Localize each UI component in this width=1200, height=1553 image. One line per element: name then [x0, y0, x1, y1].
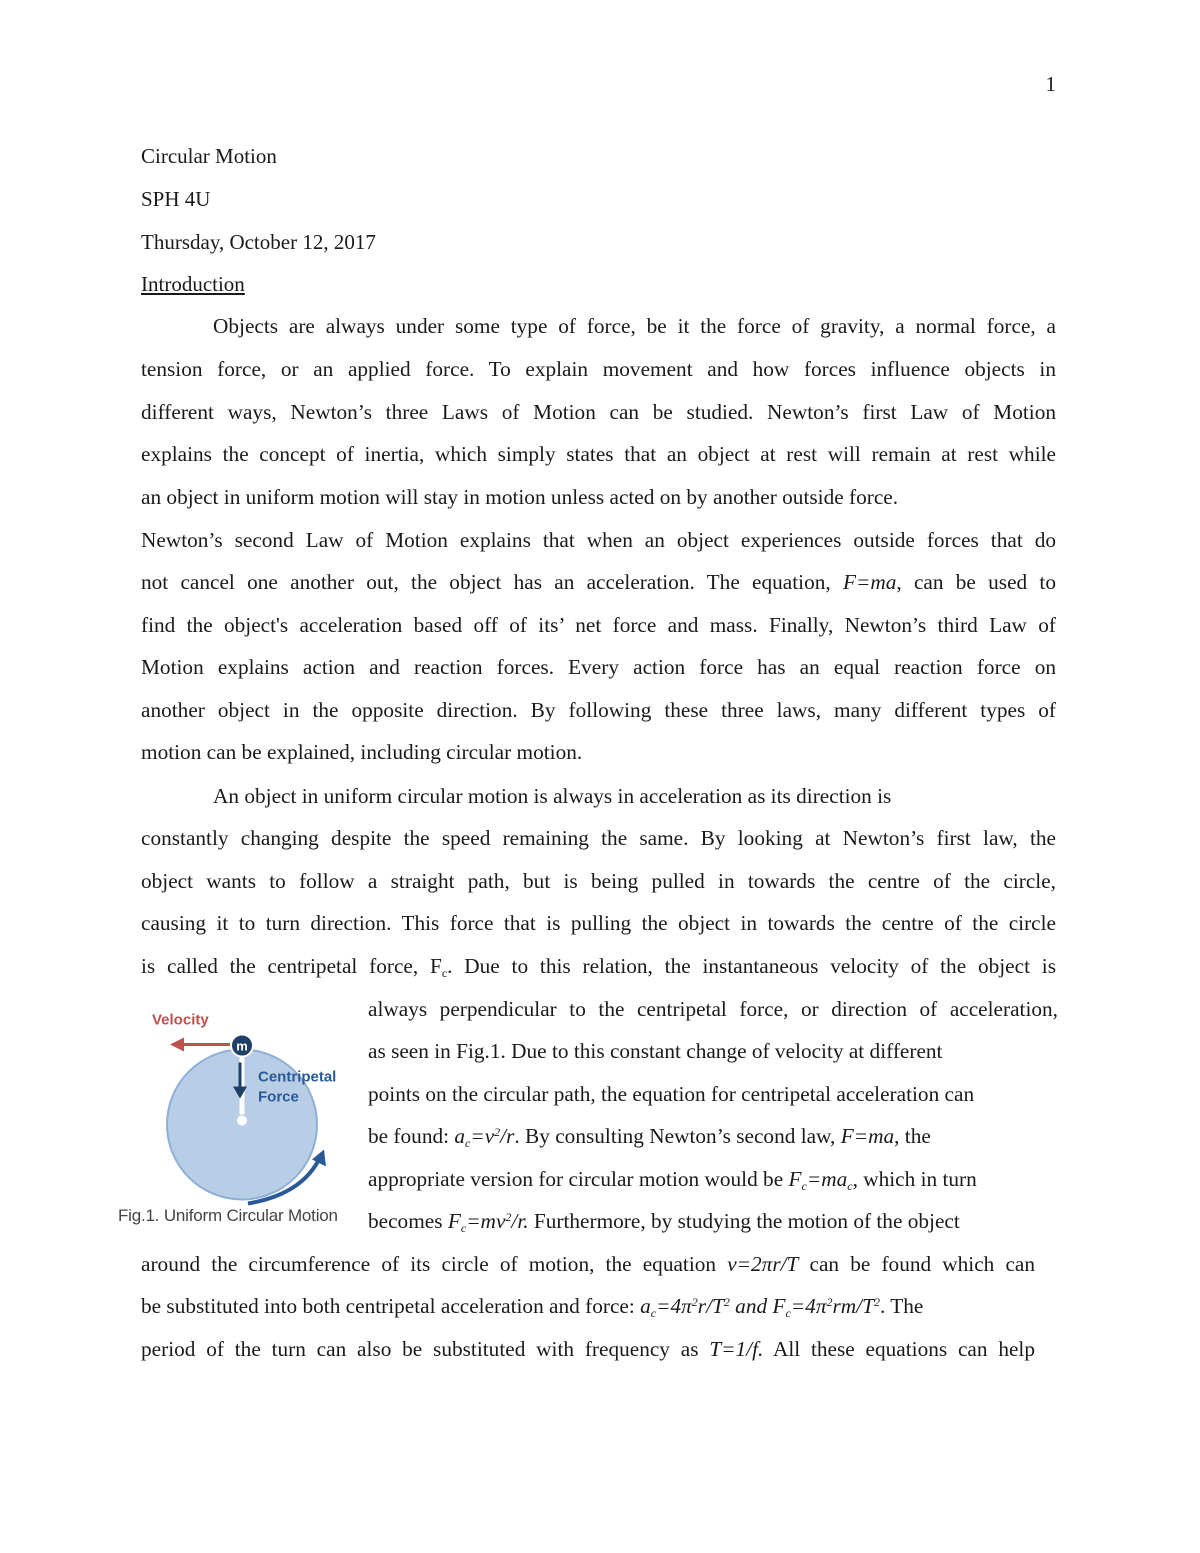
paragraph-line: an object in uniform motion will stay in motion unless acted on by another outside force.	[141, 485, 899, 509]
paragraph-line: motion can be explained, including circular motion.	[141, 740, 583, 764]
paragraph-line: be found: $a_c=v^2/r$. By consulting Newton’s second law, F=ma, the	[368, 1124, 931, 1150]
paragraph-line: constantly changing despite the speed remaining the same. By looking at Newton’s first law, the	[141, 826, 1056, 850]
paragraph-line: another object in the opposite direction. By following these three laws, many different types of	[141, 698, 1056, 722]
paragraph-line: be substituted into both centripetal acceleration and force: $a_c=4\pi^2r/T^2$ and $F_c=4\pi^2rm/T^2$. The	[141, 1294, 924, 1320]
paragraph-line: appropriate version for circular motion would be $F_c=ma_c$, which in turn	[368, 1167, 977, 1193]
document-title: Circular Motion	[141, 144, 277, 168]
figure-caption: Fig.1. Uniform Circular Motion	[118, 1206, 338, 1225]
paragraph-line: is called the centripetal force, $F_c$. Due to this relation, the instantaneous velocity of the object is	[141, 954, 1056, 980]
centripetal-label: Centripetal	[258, 1068, 337, 1086]
paragraph-line: always perpendicular to the centripetal force, or direction of acceleration,	[368, 997, 1058, 1021]
paragraph-line: tension force, or an applied force. To explain movement and how forces influence objects in	[141, 357, 1056, 381]
paragraph-line: An object in uniform circular motion is always in acceleration as its direction is	[213, 784, 892, 808]
paragraph-line: explains the concept of inertia, which simply states that an object at rest will remain at rest while	[141, 442, 1056, 466]
paragraph-line: Newton’s second Law of Motion explains that when an object experiences outside forces that do	[141, 528, 1056, 552]
paragraph-line: Objects are always under some type of force, be it the force of gravity, a normal force, a	[213, 314, 1056, 338]
paragraph-line: Motion explains action and reaction forces. Every action force has an equal reaction force on	[141, 655, 1056, 679]
section-heading: Introduction	[141, 272, 245, 296]
paragraph-line: causing it to turn direction. This force that is pulling the object in towards the centre of the circle	[141, 911, 1056, 935]
paragraph-line: points on the circular path, the equation for centripetal acceleration can	[368, 1082, 975, 1106]
document-date: Thursday, October 12, 2017	[141, 230, 376, 254]
page-number: 1	[1045, 72, 1056, 96]
paragraph-line: becomes $F_c=mv^2/r$. Furthermore, by studying the motion of the object	[368, 1209, 960, 1235]
paragraph-line: find the object's acceleration based off of its’ net force and mass. Finally, Newton’s third Law of	[141, 613, 1056, 637]
circle-centre	[237, 1116, 247, 1126]
paragraph-line: not cancel one another out, the object has an acceleration. The equation, F=ma, can be used to	[141, 570, 1056, 594]
uniform-circular-motion-figure	[112, 990, 352, 1230]
velocity-label: Velocity	[152, 1011, 209, 1029]
mass-label: m	[236, 1038, 248, 1054]
paragraph-line: as seen in Fig.1. Due to this constant change of velocity at different	[368, 1039, 943, 1063]
force-label: Force	[258, 1088, 299, 1106]
paragraph-line: around the circumference of its circle of motion, the equation v=2πr/T can be found which can	[141, 1252, 1036, 1276]
velocity-arrow-head	[170, 1038, 184, 1052]
course-code: SPH 4U	[141, 187, 211, 211]
paragraph-line: different ways, Newton’s three Laws of Motion can be studied. Newton’s first Law of Motion	[141, 400, 1056, 424]
paragraph-line: object wants to follow a straight path, but is being pulled in towards the centre of the circle,	[141, 869, 1056, 893]
paragraph-line: period of the turn can also be substituted with frequency as T=1/f. All these equations can help	[141, 1337, 1036, 1361]
